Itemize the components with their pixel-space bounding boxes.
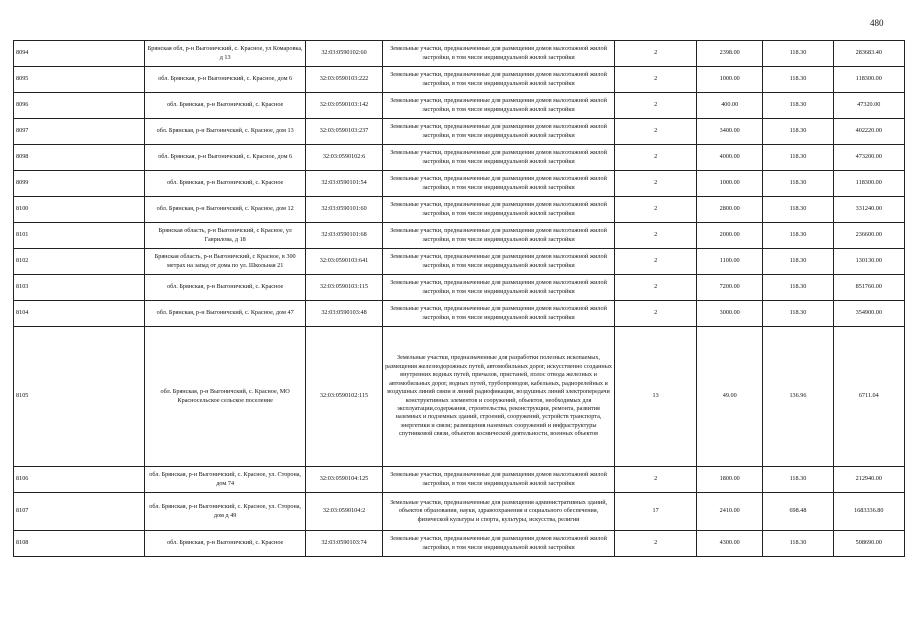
address-cell: обл. Брянская, р-н Выгоничский, с. Красное xyxy=(145,275,306,301)
land-use-cell: Земельные участки, предназначенные для размещения домов малоэтажной жилой застройки, в том числе индивидуальной жилой застройки xyxy=(382,197,614,223)
use-group-cell: 2 xyxy=(615,145,697,171)
address-cell: обл. Брянская, р-н Выгоничский, с. Красное xyxy=(145,93,306,119)
page-number: 480 xyxy=(870,18,884,28)
use-group-cell: 13 xyxy=(615,327,697,467)
use-group-cell: 2 xyxy=(615,41,697,67)
cadastral-value-cell: 283683.40 xyxy=(833,41,904,67)
table-row xyxy=(14,93,905,119)
cadastral-number-cell: 32:03:0590101:60 xyxy=(306,197,383,223)
table-row xyxy=(14,145,905,171)
cadastral-value-cell: 6711.04 xyxy=(833,327,904,467)
cadastral-value-cell: 130130.00 xyxy=(833,249,904,275)
table-row xyxy=(14,301,905,327)
cadastral-value-cell: 331240.00 xyxy=(833,197,904,223)
cadastral-number-cell: 32:03:0590103:48 xyxy=(306,301,383,327)
area-cell: 4000.00 xyxy=(697,145,763,171)
use-group-cell: 2 xyxy=(615,67,697,93)
row-number: 8104 xyxy=(14,301,145,327)
rate-cell: 118.30 xyxy=(763,171,833,197)
area-cell: 400.00 xyxy=(697,93,763,119)
row-number: 8107 xyxy=(14,493,145,531)
cadastral-number-cell: 32:03:0590103:237 xyxy=(306,119,383,145)
cadastral-number-cell: 32:03:0590103:74 xyxy=(306,531,383,557)
row-number: 8105 xyxy=(14,327,145,467)
cadastral-value-table xyxy=(13,40,905,557)
land-use-cell: Земельные участки, предназначенные для размещения домов малоэтажной жилой застройки, в том числе индивидуальной жилой застройки xyxy=(382,93,614,119)
area-cell: 3400.00 xyxy=(697,119,763,145)
row-number: 8102 xyxy=(14,249,145,275)
row-number: 8103 xyxy=(14,275,145,301)
address-cell: обл. Брянская, р-н Выгоничский, с. Красное xyxy=(145,171,306,197)
rate-cell: 136.96 xyxy=(763,327,833,467)
address-cell: Брянская область, р-н Выгоничский, с Красное, ул Гаврилова, д 18 xyxy=(145,223,306,249)
address-cell: обл. Брянская, р-н Выгоничский, с. Красное, дом 6 xyxy=(145,145,306,171)
cadastral-number-cell: 32:03:0590104:125 xyxy=(306,467,383,493)
table-row xyxy=(14,275,905,301)
row-number: 8108 xyxy=(14,531,145,557)
use-group-cell: 2 xyxy=(615,275,697,301)
area-cell: 4300.00 xyxy=(697,531,763,557)
rate-cell: 118.30 xyxy=(763,249,833,275)
area-cell: 2000.00 xyxy=(697,223,763,249)
cadastral-value-cell: 212940.00 xyxy=(833,467,904,493)
land-use-cell: Земельные участки, предназначенные для размещения домов малоэтажной жилой застройки, в том числе индивидуальной жилой застройки xyxy=(382,119,614,145)
row-number: 8098 xyxy=(14,145,145,171)
rate-cell: 118.30 xyxy=(763,197,833,223)
table-row xyxy=(14,171,905,197)
cadastral-number-cell: 32:03:0590103:142 xyxy=(306,93,383,119)
use-group-cell: 2 xyxy=(615,119,697,145)
cadastral-number-cell: 32:03:0590102:60 xyxy=(306,41,383,67)
land-use-cell: Земельные участки, предназначенные для размещения домов малоэтажной жилой застройки, в том числе индивидуальной жилой застройки xyxy=(382,301,614,327)
land-use-cell: Земельные участки, предназначенные для размещения домов малоэтажной жилой застройки, в том числе индивидуальной жилой застройки xyxy=(382,223,614,249)
address-cell: обл. Брянская, р-н Выгоничский, с. Красное, дом 12 xyxy=(145,197,306,223)
cadastral-number-cell: 32:03:0590101:68 xyxy=(306,223,383,249)
cadastral-number-cell: 32:03:0590103:641 xyxy=(306,249,383,275)
land-use-cell: Земельные участки, предназначенные для размещения домов малоэтажной жилой застройки, в том числе индивидуальной жилой застройки xyxy=(382,467,614,493)
address-cell: Брянская обл, р-н Выгоничский, с. Красное, ул Комаровка, д 13 xyxy=(145,41,306,67)
cadastral-number-cell: 32:03:0590103:222 xyxy=(306,67,383,93)
rate-cell: 118.30 xyxy=(763,275,833,301)
cadastral-value-cell: 402220.00 xyxy=(833,119,904,145)
table-row xyxy=(14,67,905,93)
table-row xyxy=(14,531,905,557)
cadastral-value-cell: 118300.00 xyxy=(833,67,904,93)
use-group-cell: 17 xyxy=(615,493,697,531)
address-cell: обл. Брянская, р-н Выгоничский, с. Красное, ул. Сторона, дом д 49 xyxy=(145,493,306,531)
table-row xyxy=(14,493,905,531)
address-cell: обл. Брянская, р-н Выгоничский, с. Красное, ул. Сторона, дом 74 xyxy=(145,467,306,493)
cadastral-value-cell: 508690.00 xyxy=(833,531,904,557)
rate-cell: 118.30 xyxy=(763,223,833,249)
land-use-cell: Земельные участки, предназначенные для размещения домов малоэтажной жилой застройки, в том числе индивидуальной жилой застройки xyxy=(382,41,614,67)
area-cell: 3000.00 xyxy=(697,301,763,327)
area-cell: 1000.00 xyxy=(697,171,763,197)
rate-cell: 118.30 xyxy=(763,301,833,327)
row-number: 8094 xyxy=(14,41,145,67)
land-use-cell: Земельные участки, предназначенные для размещения домов малоэтажной жилой застройки, в том числе индивидуальной жилой застройки xyxy=(382,171,614,197)
cadastral-value-cell: 47320.00 xyxy=(833,93,904,119)
address-cell: Брянская область, р-н Выгоничский, с Красное, в 300 метрах на запад от дома по ул. Школьная 21 xyxy=(145,249,306,275)
use-group-cell: 2 xyxy=(615,467,697,493)
table-row xyxy=(14,119,905,145)
table-row xyxy=(14,41,905,67)
use-group-cell: 2 xyxy=(615,301,697,327)
address-cell: обл. Брянская, р-н Выгоничский, с. Красное xyxy=(145,531,306,557)
area-cell: 49.00 xyxy=(697,327,763,467)
use-group-cell: 2 xyxy=(615,197,697,223)
use-group-cell: 2 xyxy=(615,249,697,275)
area-cell: 2398.00 xyxy=(697,41,763,67)
cadastral-value-cell: 236600.00 xyxy=(833,223,904,249)
use-group-cell: 2 xyxy=(615,171,697,197)
use-group-cell: 2 xyxy=(615,223,697,249)
table-row xyxy=(14,467,905,493)
table-row xyxy=(14,223,905,249)
land-use-cell: Земельные участки, предназначенные для размещения домов малоэтажной жилой застройки, в том числе индивидуальной жилой застройки xyxy=(382,145,614,171)
address-cell: обл. Брянская, р-н Выгоничский, с. Красное, дом 6 xyxy=(145,67,306,93)
address-cell: обл. Брянская, р-н Выгоничский, с. Красное, дом 13 xyxy=(145,119,306,145)
rate-cell: 118.30 xyxy=(763,467,833,493)
use-group-cell: 2 xyxy=(615,93,697,119)
cadastral-value-cell: 118300.00 xyxy=(833,171,904,197)
use-group-cell: 2 xyxy=(615,531,697,557)
rate-cell: 118.30 xyxy=(763,93,833,119)
cadastral-number-cell: 32:03:0590102:6 xyxy=(306,145,383,171)
area-cell: 2800.00 xyxy=(697,197,763,223)
cadastral-number-cell: 32:03:0590104:2 xyxy=(306,493,383,531)
cadastral-number-cell: 32:03:0590101:54 xyxy=(306,171,383,197)
rate-cell: 118.30 xyxy=(763,119,833,145)
table-body xyxy=(14,41,905,557)
row-number: 8106 xyxy=(14,467,145,493)
cadastral-number-cell: 32:03:0590103:115 xyxy=(306,275,383,301)
row-number: 8097 xyxy=(14,119,145,145)
cadastral-value-cell: 473200.00 xyxy=(833,145,904,171)
row-number: 8095 xyxy=(14,67,145,93)
address-cell: обл. Брянская, р-н Выгоничский, с. Красное, дом 47 xyxy=(145,301,306,327)
rate-cell: 118.30 xyxy=(763,41,833,67)
row-number: 8100 xyxy=(14,197,145,223)
land-use-cell: Земельные участки, предназначенные для размещения домов малоэтажной жилой застройки, в том числе индивидуальной жилой застройки xyxy=(382,249,614,275)
rate-cell: 118.30 xyxy=(763,145,833,171)
table-row xyxy=(14,249,905,275)
cadastral-value-cell: 1683336.80 xyxy=(833,493,904,531)
address-cell: обл. Брянская, р-н Выгоничский, с. Красное, МО Красносельское сельское поселение xyxy=(145,327,306,467)
area-cell: 1000.00 xyxy=(697,67,763,93)
row-number: 8101 xyxy=(14,223,145,249)
land-use-cell: Земельные участки, предназначенные для размещения административных зданий, объектов образования, науки, здравоохранения и социального обеспечения, физической культуры и спорта, культуры, искусства, религии xyxy=(382,493,614,531)
table-row xyxy=(14,327,905,467)
table-row xyxy=(14,197,905,223)
area-cell: 1800.00 xyxy=(697,467,763,493)
rate-cell: 698.48 xyxy=(763,493,833,531)
land-use-cell: Земельные участки, предназначенные для размещения домов малоэтажной жилой застройки, в том числе индивидуальной жилой застройки xyxy=(382,67,614,93)
rate-cell: 118.30 xyxy=(763,67,833,93)
land-use-cell: Земельные участки, предназначенные для разработки полезных ископаемых, размещения железнодорожных путей, автомобильных дорог, искусственно созданных внутренних водных путей, причалов, пристаней, полос отвода железных и автомобильных дорог, водных путей, трубопроводов, кабельных, радиорелейных и воздушных линий связи и линий радиофикации, воздушных линий электропередачи конструктивных элементов и сооружений, объектов, необходимых для эксплуатации,содержания, строительства, реконструкции, ремонта, развития наземных и подземных зданий, строений, сооружений, устройств транспорта, энергетики и связи; размещения наземных сооружений и инфраструктуры спутниковой связи, объектов космической деятельности, военных объектов xyxy=(382,327,614,467)
cadastral-number-cell: 32:03:0590102:115 xyxy=(306,327,383,467)
land-use-cell: Земельные участки, предназначенные для размещения домов малоэтажной жилой застройки, в том числе индивидуальной жилой застройки xyxy=(382,531,614,557)
area-cell: 2410.00 xyxy=(697,493,763,531)
cadastral-value-cell: 851760.00 xyxy=(833,275,904,301)
area-cell: 7200.00 xyxy=(697,275,763,301)
area-cell: 1100.00 xyxy=(697,249,763,275)
rate-cell: 118.30 xyxy=(763,531,833,557)
row-number: 8096 xyxy=(14,93,145,119)
land-use-cell: Земельные участки, предназначенные для размещения домов малоэтажной жилой застройки, в том числе индивидуальной жилой застройки xyxy=(382,275,614,301)
cadastral-value-cell: 354900.00 xyxy=(833,301,904,327)
row-number: 8099 xyxy=(14,171,145,197)
